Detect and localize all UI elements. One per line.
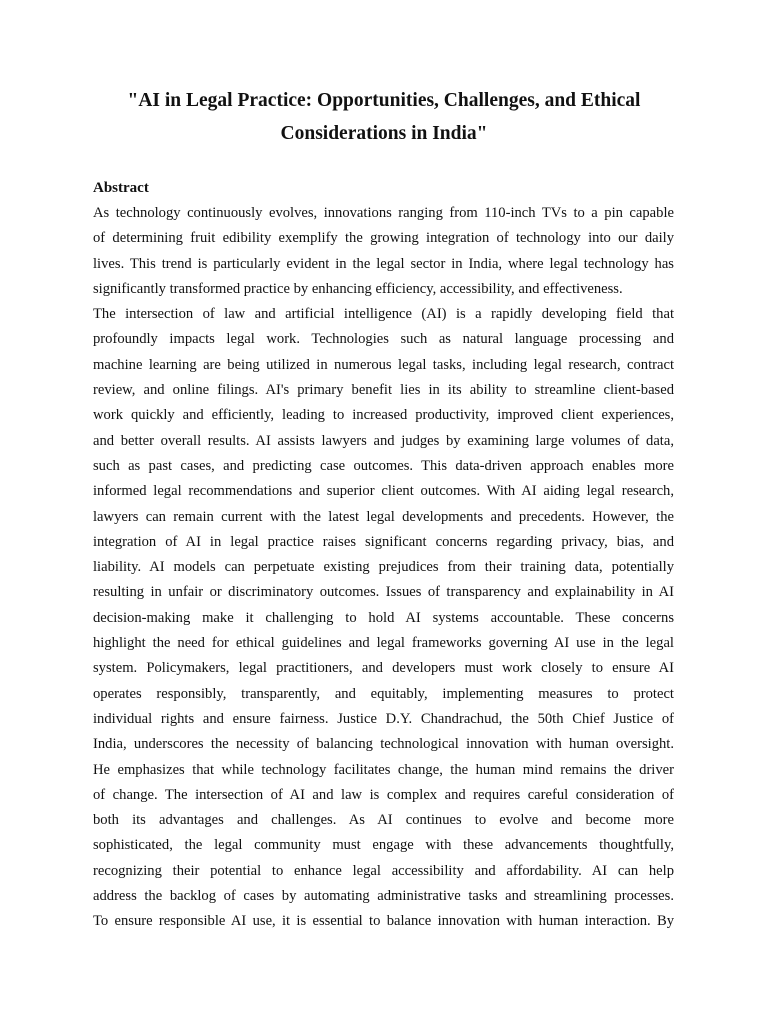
body-line: machine learning are being utilized in numerous legal tasks, including legal research, contract xyxy=(93,356,674,373)
body-line: address the backlog of cases by automating administrative tasks and streamlining processes. xyxy=(93,888,674,905)
body-line: work quickly and efficiently, leading to increased productivity, improved client experiences, xyxy=(93,407,674,424)
body-line: and better overall results. AI assists lawyers and judges by examining large volumes of data, xyxy=(93,432,674,449)
body-line: profoundly impacts legal work. Technologies such as natural language processing and xyxy=(93,331,674,348)
body-line: lives. This trend is particularly evident in the legal sector in India, where legal technology has xyxy=(93,255,674,272)
body-line: system. Policymakers, legal practitioners, and developers must work closely to ensure AI xyxy=(93,660,674,677)
body-line: such as past cases, and predicting case outcomes. This data-driven approach enables more xyxy=(93,457,674,474)
abstract-heading: Abstract xyxy=(93,180,149,196)
page-title xyxy=(60,84,708,150)
body-line: India, underscores the necessity of balancing technological innovation with human oversight. xyxy=(93,736,674,753)
body-line: operates responsibly, transparently, and equitably, implementing measures to protect xyxy=(93,685,674,702)
body-line: highlight the need for ethical guidelines and legal frameworks governing AI use in the legal xyxy=(93,635,674,652)
body-line: of determining fruit edibility exemplify the growing integration of technology into our daily xyxy=(93,230,674,247)
body-line: individual rights and ensure fairness. Justice D.Y. Chandrachud, the 50th Chief Justice of xyxy=(93,710,674,727)
body-line: decision-making make it challenging to hold AI systems accountable. These concerns xyxy=(93,609,674,626)
body-line: informed legal recommendations and superior client outcomes. With AI aiding legal research, xyxy=(93,483,674,500)
body-line: liability. AI models can perpetuate existing prejudices from their training data, potentially xyxy=(93,559,674,576)
body-line: As technology continuously evolves, innovations ranging from 110-inch TVs to a pin capable xyxy=(93,205,674,221)
abstract-body xyxy=(93,201,674,935)
body-line: To ensure responsible AI use, it is essential to balance innovation with human interaction. By xyxy=(93,913,674,930)
body-line: sophisticated, the legal community must engage with these advancements thoughtfully, xyxy=(93,837,674,854)
body-line: recognizing their potential to enhance legal accessibility and affordability. AI can help xyxy=(93,862,674,879)
body-line: significantly transformed practice by enhancing efficiency, accessibility, and effectiveness. xyxy=(93,280,623,297)
body-line: resulting in unfair or discriminatory outcomes. Issues of transparency and explainability in AI xyxy=(93,584,674,601)
body-line: both its advantages and challenges. As AI continues to evolve and become more xyxy=(93,812,674,829)
body-line: lawyers can remain current with the latest legal developments and precedents. However, the xyxy=(93,508,674,525)
title-line-2: Considerations in India" xyxy=(280,123,488,144)
body-line: of change. The intersection of AI and law is complex and requires careful consideration of xyxy=(93,786,674,803)
body-line: review, and online filings. AI's primary benefit lies in its ability to streamline client-based xyxy=(93,382,674,399)
title-line-1: "AI in Legal Practice: Opportunities, Challenges, and Ethical xyxy=(127,90,641,111)
body-line: integration of AI in legal practice raises significant concerns regarding privacy, bias, and xyxy=(93,533,674,550)
body-line: He emphasizes that while technology facilitates change, the human mind remains the driver xyxy=(93,761,674,778)
body-line: The intersection of law and artificial intelligence (AI) is a rapidly developing field that xyxy=(93,306,674,323)
